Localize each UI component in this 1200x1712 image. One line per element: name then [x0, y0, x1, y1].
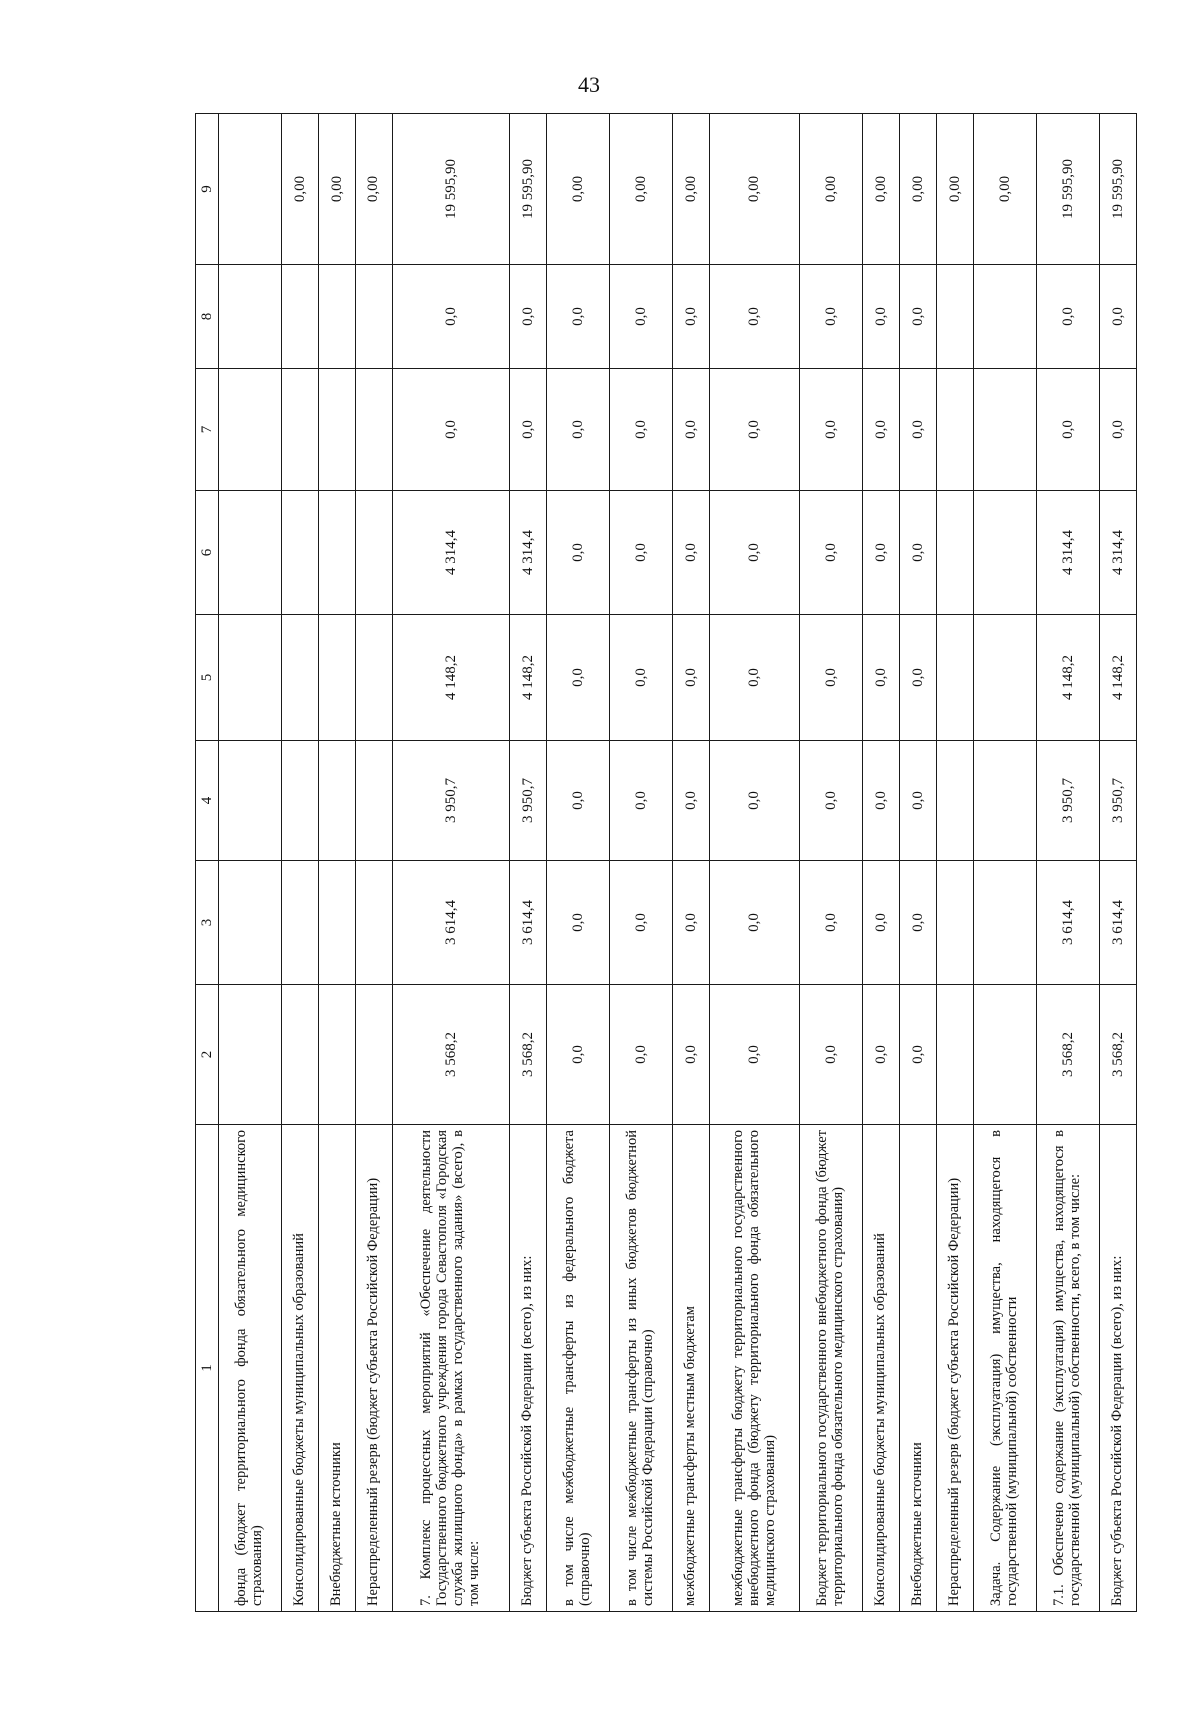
row-value-col-2	[355, 985, 392, 1125]
row-value-col-7	[219, 369, 282, 491]
row-value-col-9: 0,00	[355, 114, 392, 265]
row-value-col-9: 0,00	[610, 114, 673, 265]
row-value-col-4	[355, 741, 392, 861]
row-value-col-3	[937, 861, 974, 985]
row-value-col-3	[973, 861, 1036, 985]
row-value-col-7: 0,0	[900, 369, 937, 491]
table-row	[610, 114, 673, 1612]
row-value-col-3: 0,0	[863, 861, 900, 985]
row-value-col-3: 0,0	[610, 861, 673, 985]
row-value-col-5	[318, 615, 355, 741]
row-value-col-2: 3 568,2	[510, 985, 547, 1125]
row-value-col-2	[219, 985, 282, 1125]
table-row	[800, 114, 863, 1612]
row-value-col-6	[937, 491, 974, 615]
row-label: Внебюджетные источники	[318, 1125, 355, 1612]
row-label: фонда (бюджет территориального фонда обязательного медицинского страхования)	[219, 1125, 282, 1612]
row-value-col-9: 0,00	[900, 114, 937, 265]
row-value-col-9	[219, 114, 282, 265]
row-value-col-4: 0,0	[900, 741, 937, 861]
row-value-col-5: 0,0	[673, 615, 710, 741]
row-value-col-9: 0,00	[709, 114, 799, 265]
row-value-col-9: 0,00	[673, 114, 710, 265]
row-value-col-2: 0,0	[673, 985, 710, 1125]
row-value-col-2	[282, 985, 319, 1125]
row-value-col-5	[282, 615, 319, 741]
row-value-col-3	[282, 861, 319, 985]
row-value-col-4	[318, 741, 355, 861]
row-value-col-4: 0,0	[709, 741, 799, 861]
row-value-col-9: 19 595,90	[392, 114, 510, 265]
row-value-col-2: 3 568,2	[1036, 985, 1099, 1125]
row-value-col-3: 3 614,4	[1100, 861, 1137, 985]
row-value-col-6: 4 314,4	[1036, 491, 1099, 615]
row-value-col-5: 4 148,2	[392, 615, 510, 741]
row-value-col-3	[219, 861, 282, 985]
row-value-col-8	[318, 265, 355, 369]
row-value-col-3: 0,0	[673, 861, 710, 985]
row-value-col-5: 0,0	[800, 615, 863, 741]
row-value-col-5: 0,0	[709, 615, 799, 741]
table-row	[546, 114, 609, 1612]
row-value-col-2	[318, 985, 355, 1125]
table-row	[510, 114, 547, 1612]
row-value-col-2: 3 568,2	[1100, 985, 1137, 1125]
row-value-col-9: 0,00	[546, 114, 609, 265]
column-header-6: 6	[196, 491, 219, 615]
row-value-col-5: 0,0	[546, 615, 609, 741]
row-value-col-6	[318, 491, 355, 615]
row-value-col-6: 4 314,4	[392, 491, 510, 615]
rotated-table-container	[195, 114, 1137, 1612]
row-value-col-4: 3 950,7	[1100, 741, 1137, 861]
row-value-col-7: 0,0	[673, 369, 710, 491]
row-label: межбюджетные трансферты бюджету территориального государственного внебюджетного фонда (бюджету территориального фонда обязательного медицинского страхования)	[709, 1125, 799, 1612]
row-value-col-5	[937, 615, 974, 741]
row-value-col-3	[355, 861, 392, 985]
row-label: Бюджет субъекта Российской Федерации (всего), из них:	[510, 1125, 547, 1612]
row-label: Консолидированные бюджеты муниципальных образований	[282, 1125, 319, 1612]
row-value-col-9: 19 595,90	[1036, 114, 1099, 265]
column-header-3: 3	[196, 861, 219, 985]
table-row	[709, 114, 799, 1612]
budget-table	[195, 113, 1137, 1612]
row-value-col-4: 0,0	[800, 741, 863, 861]
row-label: в том числе межбюджетные трансферты из федерального бюджета (справочно)	[546, 1125, 609, 1612]
row-value-col-2: 0,0	[900, 985, 937, 1125]
row-label: Нераспределенный резерв (бюджет субъекта Российской Федерации)	[937, 1125, 974, 1612]
row-value-col-6: 0,0	[709, 491, 799, 615]
table-row	[282, 114, 319, 1612]
row-value-col-9: 19 595,90	[1100, 114, 1137, 265]
header-row	[196, 114, 219, 1612]
row-value-col-7: 0,0	[1036, 369, 1099, 491]
row-value-col-2: 0,0	[709, 985, 799, 1125]
column-header-9: 9	[196, 114, 219, 265]
table-body	[219, 114, 1137, 1612]
row-value-col-7: 0,0	[709, 369, 799, 491]
row-value-col-4	[219, 741, 282, 861]
row-value-col-6: 0,0	[900, 491, 937, 615]
table-row	[219, 114, 282, 1612]
column-header-4: 4	[196, 741, 219, 861]
row-value-col-8: 0,0	[546, 265, 609, 369]
row-value-col-5	[973, 615, 1036, 741]
row-value-col-9: 0,00	[282, 114, 319, 265]
table-row	[937, 114, 974, 1612]
row-value-col-5: 4 148,2	[1036, 615, 1099, 741]
row-value-col-3: 0,0	[800, 861, 863, 985]
row-value-col-9: 0,00	[973, 114, 1036, 265]
row-value-col-4: 0,0	[673, 741, 710, 861]
row-value-col-4: 3 950,7	[1036, 741, 1099, 861]
row-value-col-7: 0,0	[510, 369, 547, 491]
row-value-col-9: 19 595,90	[510, 114, 547, 265]
column-header-8: 8	[196, 265, 219, 369]
row-value-col-9: 0,00	[937, 114, 974, 265]
row-value-col-8: 0,0	[673, 265, 710, 369]
row-value-col-4: 0,0	[610, 741, 673, 861]
row-value-col-3	[318, 861, 355, 985]
row-value-col-8	[282, 265, 319, 369]
row-value-col-3: 3 614,4	[1036, 861, 1099, 985]
row-value-col-8: 0,0	[900, 265, 937, 369]
row-value-col-9: 0,00	[863, 114, 900, 265]
row-label: межбюджетные трансферты местным бюджетам	[673, 1125, 710, 1612]
column-header-7: 7	[196, 369, 219, 491]
row-value-col-4	[282, 741, 319, 861]
row-value-col-8: 0,0	[510, 265, 547, 369]
row-label: Внебюджетные источники	[900, 1125, 937, 1612]
row-value-col-5	[355, 615, 392, 741]
row-value-col-7	[282, 369, 319, 491]
row-label: Задача. Содержание (эксплуатация) имущества, находящегося в государственной (муниципальной) собственности	[973, 1125, 1036, 1612]
table-row	[1100, 114, 1137, 1612]
row-value-col-6	[355, 491, 392, 615]
row-value-col-8: 0,0	[709, 265, 799, 369]
row-value-col-2: 0,0	[610, 985, 673, 1125]
row-label: Консолидированные бюджеты муниципальных образований	[863, 1125, 900, 1612]
row-value-col-2	[973, 985, 1036, 1125]
row-value-col-2: 0,0	[863, 985, 900, 1125]
row-value-col-7: 0,0	[863, 369, 900, 491]
row-value-col-6: 4 314,4	[1100, 491, 1137, 615]
table-row	[392, 114, 510, 1612]
row-value-col-7	[355, 369, 392, 491]
row-value-col-8: 0,0	[610, 265, 673, 369]
row-value-col-3: 0,0	[546, 861, 609, 985]
row-value-col-6	[973, 491, 1036, 615]
column-header-1: 1	[196, 1125, 219, 1612]
row-value-col-7	[937, 369, 974, 491]
row-value-col-5	[219, 615, 282, 741]
row-value-col-9: 0,00	[800, 114, 863, 265]
row-value-col-7: 0,0	[546, 369, 609, 491]
row-value-col-6: 0,0	[546, 491, 609, 615]
row-value-col-8	[355, 265, 392, 369]
row-value-col-4	[973, 741, 1036, 861]
row-label: Нераспределенный резерв (бюджет субъекта Российской Федерации)	[355, 1125, 392, 1612]
row-value-col-3: 0,0	[900, 861, 937, 985]
row-value-col-5: 0,0	[863, 615, 900, 741]
row-value-col-7: 0,0	[610, 369, 673, 491]
row-label: 7.1. Обеспечено содержание (эксплуатация) имущества, находящегося в государственной (муниципальной) собственности, всего, в том числе:	[1036, 1125, 1099, 1612]
row-value-col-6: 0,0	[863, 491, 900, 615]
row-value-col-5: 4 148,2	[510, 615, 547, 741]
table-row	[318, 114, 355, 1612]
row-value-col-4	[937, 741, 974, 861]
row-value-col-8	[937, 265, 974, 369]
row-value-col-8: 0,0	[863, 265, 900, 369]
row-value-col-4: 3 950,7	[392, 741, 510, 861]
row-value-col-6	[219, 491, 282, 615]
row-value-col-3: 3 614,4	[392, 861, 510, 985]
row-value-col-3: 0,0	[709, 861, 799, 985]
row-value-col-5: 0,0	[610, 615, 673, 741]
row-value-col-2: 0,0	[800, 985, 863, 1125]
row-value-col-5: 4 148,2	[1100, 615, 1137, 741]
page-number: 43	[578, 72, 600, 97]
row-value-col-4: 3 950,7	[510, 741, 547, 861]
table-row	[673, 114, 710, 1612]
row-value-col-7: 0,0	[800, 369, 863, 491]
row-value-col-8: 0,0	[1036, 265, 1099, 369]
row-value-col-7: 0,0	[1100, 369, 1137, 491]
row-value-col-8	[219, 265, 282, 369]
row-value-col-7	[318, 369, 355, 491]
row-value-col-8: 0,0	[800, 265, 863, 369]
row-value-col-6	[282, 491, 319, 615]
row-label: 7. Комплекс процессных мероприятий «Обеспечение деятельности Государственного бюджетного учреждения города Севастополя «Городская служба жилищного фонда» в рамках государственного задания» (всего), в том числе:	[392, 1125, 510, 1612]
row-label: Бюджет территориального государственного внебюджетного фонда (бюджет территориального фонда обязательного медицинского страхования)	[800, 1125, 863, 1612]
table-row	[1036, 114, 1099, 1612]
table-row	[900, 114, 937, 1612]
column-header-2: 2	[196, 985, 219, 1125]
row-value-col-8: 0,0	[1100, 265, 1137, 369]
row-value-col-5: 0,0	[900, 615, 937, 741]
row-label: Бюджет субъекта Российской Федерации (всего), из них:	[1100, 1125, 1137, 1612]
row-value-col-7: 0,0	[392, 369, 510, 491]
row-value-col-7	[973, 369, 1036, 491]
row-value-col-4: 0,0	[546, 741, 609, 861]
table-row	[355, 114, 392, 1612]
row-value-col-6: 0,0	[610, 491, 673, 615]
column-header-5: 5	[196, 615, 219, 741]
row-value-col-6: 0,0	[800, 491, 863, 615]
row-value-col-8	[973, 265, 1036, 369]
row-label: в том числе межбюджетные трансферты из иных бюджетов бюджетной системы Российской Федерации (справочно)	[610, 1125, 673, 1612]
row-value-col-2: 0,0	[546, 985, 609, 1125]
row-value-col-6: 0,0	[673, 491, 710, 615]
row-value-col-2: 3 568,2	[392, 985, 510, 1125]
row-value-col-4: 0,0	[863, 741, 900, 861]
table-row	[973, 114, 1036, 1612]
row-value-col-3: 3 614,4	[510, 861, 547, 985]
row-value-col-6: 4 314,4	[510, 491, 547, 615]
row-value-col-8: 0,0	[392, 265, 510, 369]
row-value-col-2	[937, 985, 974, 1125]
table-row	[863, 114, 900, 1612]
row-value-col-9: 0,00	[318, 114, 355, 265]
